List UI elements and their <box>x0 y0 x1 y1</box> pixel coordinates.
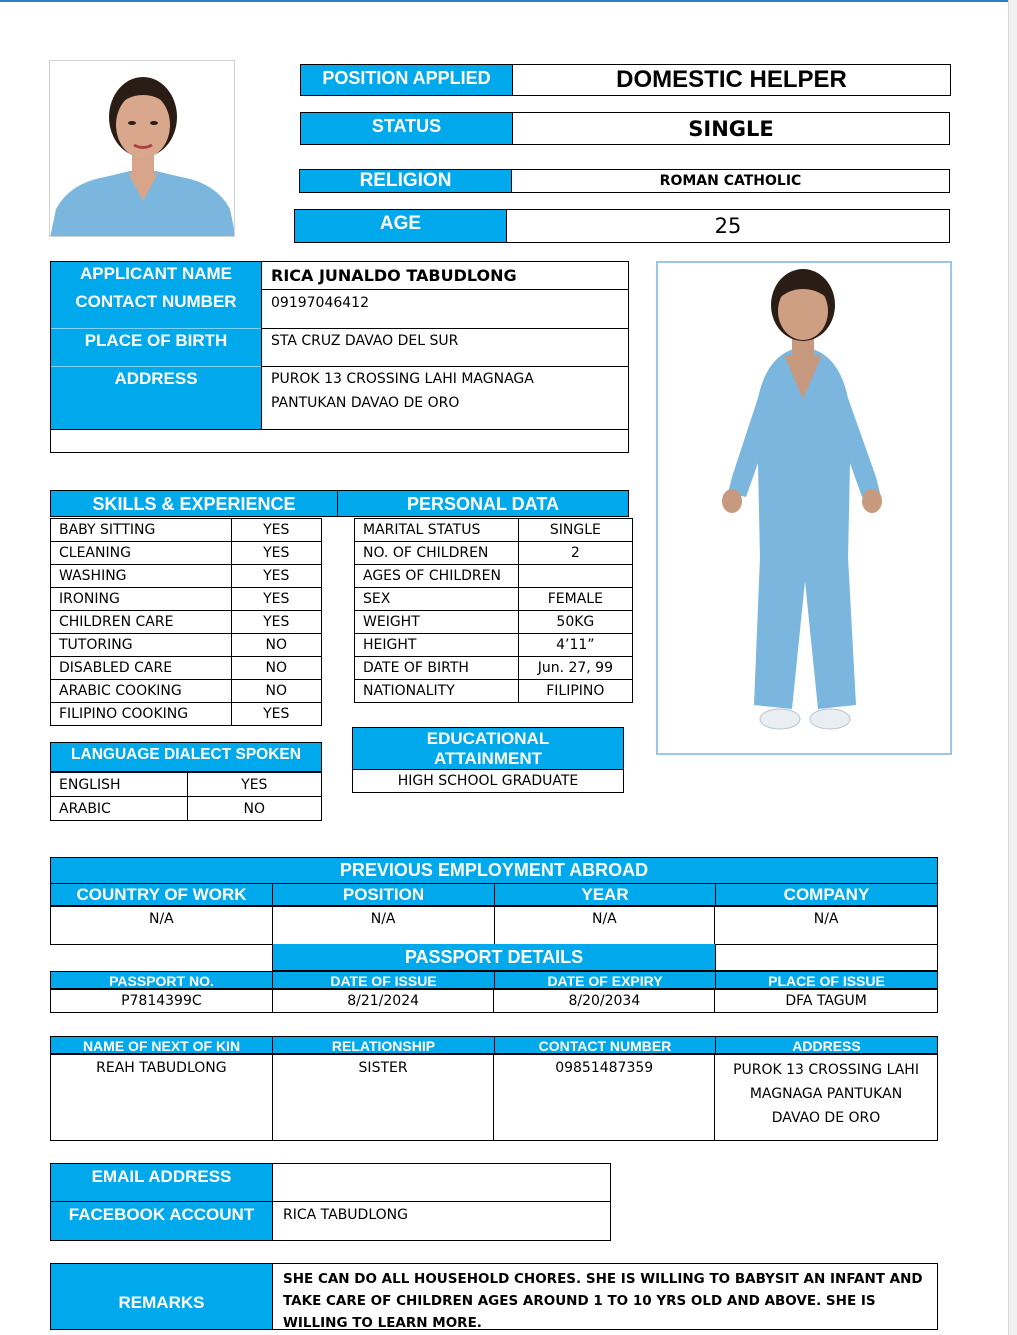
personal-value: SINGLE <box>518 519 632 542</box>
table-row <box>355 611 633 634</box>
kin-columns-row <box>50 1036 938 1054</box>
divider <box>261 289 628 290</box>
passport-header <box>272 944 716 971</box>
employment-header <box>50 857 938 884</box>
kin-col-header: CONTACT NUMBER <box>495 1037 716 1053</box>
language-value: NO <box>187 797 321 821</box>
applicant-name-label: APPLICANT NAME <box>79 264 233 283</box>
employment-columns-row <box>50 884 938 906</box>
personal-label: MARITAL STATUS <box>355 519 519 542</box>
personal-label: NO. OF CHILDREN <box>355 542 519 565</box>
status-value-text: SINGLE <box>688 116 774 141</box>
passport-col-header: DATE OF ISSUE <box>273 972 495 988</box>
table-row <box>51 565 322 588</box>
remarks-line-3: WILLING TO LEARN MORE. <box>283 1315 482 1331</box>
status-label <box>300 112 513 145</box>
skill-name: FILIPINO COOKING <box>51 703 232 726</box>
contact-number-label: CONTACT NUMBER <box>75 292 237 311</box>
education-header-line-1: EDUCATIONAL <box>426 728 550 748</box>
table-row <box>51 907 938 945</box>
address-label: ADDRESS <box>114 369 198 388</box>
employment-header-text: PREVIOUS EMPLOYMENT ABROAD <box>339 860 649 880</box>
skill-name: IRONING <box>51 588 232 611</box>
table-row <box>51 542 322 565</box>
employment-col-header: COMPANY <box>783 885 870 904</box>
employment-value: N/A <box>715 907 938 945</box>
language-name: ARABIC <box>51 797 188 821</box>
status-label-text: STATUS <box>371 116 442 136</box>
employment-col-header: POSITION <box>273 884 495 905</box>
table-row <box>355 565 633 588</box>
kin-col-header: ADDRESS <box>792 1038 861 1054</box>
kin-address-line-3: DAVAO DE ORO <box>771 1110 881 1126</box>
age-label <box>294 209 507 243</box>
place-of-birth-value: STA CRUZ DAVAO DEL SUR <box>271 333 459 349</box>
skill-name: BABY SITTING <box>51 519 232 542</box>
personal-data-header <box>337 490 629 517</box>
education-header <box>352 727 624 770</box>
personal-label: NATIONALITY <box>355 680 519 703</box>
skill-value: YES <box>231 565 321 588</box>
personal-label: WEIGHT <box>355 611 519 634</box>
table-row <box>355 680 633 703</box>
age-value <box>506 209 950 243</box>
personal-value: Jun. 27, 99 <box>518 657 632 680</box>
table-row <box>51 990 938 1013</box>
kin-address-line-2: MAGNAGA PANTUKAN <box>749 1086 903 1102</box>
passport-value: DFA TAGUM <box>715 990 938 1013</box>
language-header-text: LANGUAGE DIALECT SPOKEN <box>71 746 301 763</box>
facebook-account-label-text: FACEBOOK ACCOUNT <box>68 1205 255 1224</box>
kin-address-line-1: PUROK 13 CROSSING LAHI <box>733 1062 919 1078</box>
remarks-line-2: TAKE CARE OF CHILDREN AGES AROUND 1 TO 10 YRS OLD AND ABOVE. SHE IS <box>283 1293 876 1309</box>
employment-table <box>50 906 938 945</box>
position-applied-value-text: DOMESTIC HELPER <box>616 66 847 93</box>
personal-value <box>518 565 632 588</box>
facebook-account-value <box>272 1201 611 1241</box>
employment-col-header: YEAR <box>495 884 716 905</box>
personal-label: DATE OF BIRTH <box>355 657 519 680</box>
personal-label: AGES OF CHILDREN <box>355 565 519 588</box>
position-applied-label <box>300 64 513 96</box>
skill-value: NO <box>231 634 321 657</box>
language-name: ENGLISH <box>51 773 188 797</box>
table-row <box>51 519 322 542</box>
divider <box>261 328 628 329</box>
table-row <box>51 703 322 726</box>
email-address-label-text: EMAIL ADDRESS <box>91 1167 232 1186</box>
passport-col-header: PLACE OF ISSUE <box>768 973 885 989</box>
skill-value: YES <box>231 611 321 634</box>
passport-col-header: DATE OF EXPIRY <box>495 972 716 988</box>
kin-contact: 09851487359 <box>494 1055 715 1141</box>
facebook-account-label <box>50 1201 273 1241</box>
personal-label: HEIGHT <box>355 634 519 657</box>
passport-header-blank-cell <box>715 944 938 971</box>
passport-value: P7814399C <box>51 990 273 1013</box>
kin-col-header: RELATIONSHIP <box>273 1037 495 1053</box>
position-applied-value <box>512 64 951 96</box>
table-row <box>355 634 633 657</box>
skill-name: CLEANING <box>51 542 232 565</box>
age-label-text: AGE <box>379 213 422 234</box>
remarks-label <box>50 1263 273 1330</box>
skill-name: DISABLED CARE <box>51 657 232 680</box>
remarks-value <box>272 1263 938 1330</box>
kin-table <box>50 1054 938 1141</box>
table-row <box>51 1055 938 1141</box>
language-header <box>50 742 322 772</box>
window-top-border <box>0 0 1017 2</box>
passport-columns-row <box>50 971 938 989</box>
skill-value: NO <box>231 657 321 680</box>
employment-col-header: COUNTRY OF WORK <box>51 884 273 905</box>
divider <box>261 262 262 430</box>
divider <box>51 328 261 329</box>
employment-value: N/A <box>272 907 494 945</box>
status-value <box>512 112 950 145</box>
skill-name: WASHING <box>51 565 232 588</box>
skill-name: TUTORING <box>51 634 232 657</box>
kin-name: REAH TABUDLONG <box>51 1055 273 1141</box>
religion-label-text: RELIGION <box>359 170 452 191</box>
divider <box>51 366 261 367</box>
applicant-full-body-photo <box>656 261 952 755</box>
employment-value: N/A <box>51 907 273 945</box>
language-value: YES <box>187 773 321 797</box>
language-table <box>50 772 322 821</box>
skill-value: YES <box>231 542 321 565</box>
kin-address <box>715 1055 938 1141</box>
passport-table <box>50 989 938 1013</box>
applicant-headshot-photo <box>49 60 235 237</box>
table-row <box>51 773 322 797</box>
passport-header-text: PASSPORT DETAILS <box>404 946 584 967</box>
contact-number-value: 09197046412 <box>271 295 369 311</box>
table-row <box>355 542 633 565</box>
passport-col-header: PASSPORT NO. <box>51 972 273 988</box>
facebook-account-value-text: RICA TABUDLONG <box>283 1207 408 1223</box>
table-row <box>51 611 322 634</box>
kin-col-header: NAME OF NEXT OF KIN <box>51 1037 273 1053</box>
personal-data-table <box>354 518 633 703</box>
education-value <box>352 769 624 793</box>
position-applied-label-text: POSITION APPLIED <box>322 68 491 88</box>
skill-name: CHILDREN CARE <box>51 611 232 634</box>
skill-value: NO <box>231 680 321 703</box>
table-row <box>51 797 322 821</box>
divider <box>51 429 628 430</box>
skills-experience-header-text: SKILLS & EXPERIENCE <box>92 494 296 514</box>
table-row <box>355 519 633 542</box>
employment-value: N/A <box>494 907 715 945</box>
table-row <box>51 634 322 657</box>
email-address-label <box>50 1163 273 1202</box>
religion-value-text: ROMAN CATHOLIC <box>659 173 802 189</box>
table-row <box>51 657 322 680</box>
education-header-line-2: ATTAINMENT <box>434 748 542 768</box>
divider <box>261 366 628 367</box>
applicant-name-value: RICA JUNALDO TABUDLONG <box>271 266 517 285</box>
personal-value: FEMALE <box>518 588 632 611</box>
personal-value: 50KG <box>518 611 632 634</box>
age-value-text: 25 <box>714 214 742 238</box>
remarks-line-1: SHE CAN DO ALL HOUSEHOLD CHORES. SHE IS WILLING TO BABYSIT AN INFANT AND <box>283 1271 923 1287</box>
skills-table <box>50 518 322 726</box>
passport-value: 8/21/2024 <box>272 990 494 1013</box>
skill-value: YES <box>231 703 321 726</box>
personal-value: 4’11” <box>518 634 632 657</box>
kin-relationship: SISTER <box>272 1055 494 1141</box>
personal-value: 2 <box>518 542 632 565</box>
remarks-label-text: REMARKS <box>118 1293 205 1312</box>
skill-name: ARABIC COOKING <box>51 680 232 703</box>
skill-value: YES <box>231 588 321 611</box>
passport-value: 8/20/2034 <box>494 990 715 1013</box>
personal-value: FILIPINO <box>518 680 632 703</box>
education-value-text: HIGH SCHOOL GRADUATE <box>397 773 579 789</box>
religion-label <box>299 169 512 193</box>
skill-value: YES <box>231 519 321 542</box>
table-row <box>355 588 633 611</box>
address-line-2: PANTUKAN DAVAO DE ORO <box>271 395 460 411</box>
email-address-value <box>272 1163 611 1202</box>
place-of-birth-label: PLACE OF BIRTH <box>84 331 228 350</box>
table-row <box>51 680 322 703</box>
personal-label: SEX <box>355 588 519 611</box>
scrollbar[interactable] <box>1008 0 1017 1335</box>
skills-experience-header <box>50 490 338 517</box>
religion-value <box>511 169 950 193</box>
personal-data-header-text: PERSONAL DATA <box>406 494 559 514</box>
table-row <box>355 657 633 680</box>
table-row <box>51 588 322 611</box>
address-line-1: PUROK 13 CROSSING LAHI MAGNAGA <box>271 371 534 387</box>
